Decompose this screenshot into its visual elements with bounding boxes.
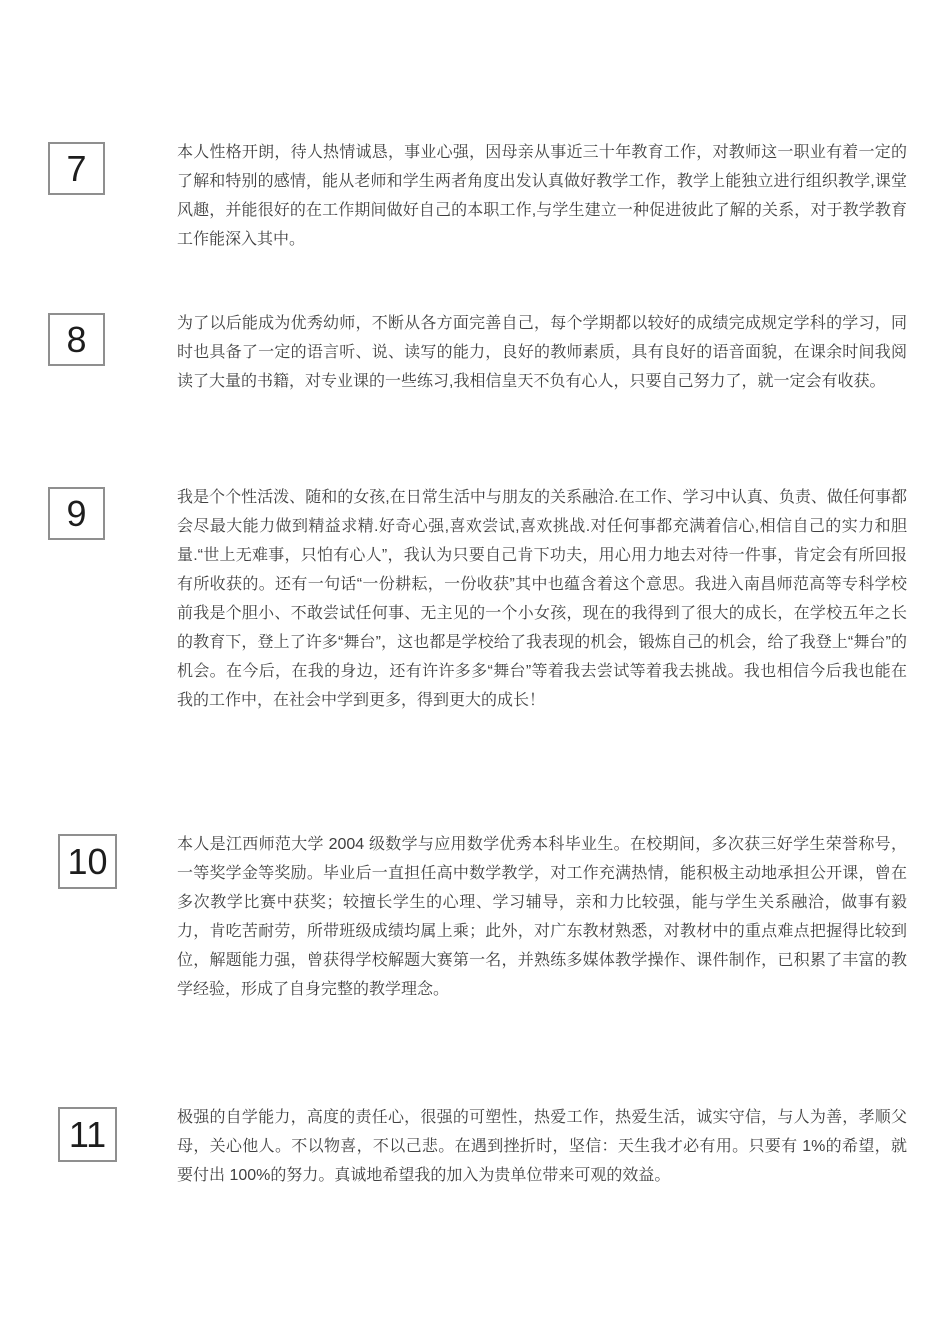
section-number: 11 — [68, 1113, 107, 1155]
section-number: 7 — [66, 147, 87, 189]
section-number-box — [48, 487, 105, 540]
section-paragraph: 本人是江西师范大学 2004 级数学与应用数学优秀本科毕业生。在校期间，多次获三好学生荣誉称号，一等奖学金等奖励。毕业后一直担任高中数学教学，对工作充满热情，能积极主动地承担公开课，曾在多次教学比赛中获奖；较擅长学生的心理、学习辅导，亲和力比较强，能与学生关系融洽，做事有毅力，肯吃苦耐劳，所带班级成绩均属上乘；此外，对广东教材熟悉，对教材中的重点难点把握得比较到位，解题能力强，曾获得学校解题大赛第一名，并熟练多媒体教学操作、课件制作，已积累了丰富的教学经验，形成了自身完整的教学理念。 — [177, 836, 907, 998]
section-paragraph: 我是个个性活泼、随和的女孩,在日常生活中与朋友的关系融洽.在工作、学习中认真、负责、做任何事都会尽最大能力做到精益求精.好奇心强,喜欢尝试,喜欢挑战.对任何事都充满着信心,相信自己的实力和胆量.“世上无难事，只怕有心人”，我认为只要自己肯下功夫，用心用力地去对待一件事，肯定会有所回报有所收获的。还有一句话“一份耕耘，一份收获”其中也蕴含着这个意思。我进入南昌师范高等专科学校前我是个胆小、不敢尝试任何事、无主见的一个小女孩，现在的我得到了很大的成长，在学校五年之长的教育下，登上了许多“舞台”，这也都是学校给了我表现的机会，锻炼自己的机会，给了我登上“舞台”的机会。在今后，在我的身边，还有许许多多“舞台”等着我去尝试等着我去挑战。我也相信今后我也能在我的工作中，在社会中学到更多，得到更大的成长！ — [177, 489, 907, 709]
section-paragraph: 为了以后能成为优秀幼师，不断从各方面完善自己，每个学期都以较好的成绩完成规定学科的学习，同时也具备了一定的语言听、说、读写的能力，良好的教师素质，具有良好的语音面貌，在课余时间我阅读了大量的书籍，对专业课的一些练习,我相信皇天不负有心人，只要自己努力了，就一定会有收获。 — [177, 315, 907, 390]
section-paragraph: 本人性格开朗，待人热情诚恳，事业心强，因母亲从事近三十年教育工作，对教师这一职业有着一定的了解和特别的感情，能从老师和学生两者角度出发认真做好教学工作，教学上能独立进行组织教学,课堂风趣，并能很好的在工作期间做好自己的本职工作,与学生建立一种促进彼此了解的关系，对于教学教育工作能深入其中。 — [177, 144, 907, 248]
section-number-box — [58, 834, 117, 889]
section-number: 9 — [66, 492, 87, 534]
section-number-box — [48, 313, 105, 366]
section-paragraph: 极强的自学能力，高度的责任心，很强的可塑性，热爱工作，热爱生活，诚实守信，与人为善，孝顺父母，关心他人。不以物喜，不以己悲。在遇到挫折时，坚信：天生我才必有用。只要有 1%的希望，就要付出 100%的努力。真诚地希望我的加入为贵单位带来可观的效益。 — [177, 1109, 907, 1184]
section-number: 10 — [67, 840, 108, 882]
section-number-box — [48, 142, 105, 195]
section-number-box — [58, 1107, 117, 1162]
section-number: 8 — [66, 318, 87, 360]
